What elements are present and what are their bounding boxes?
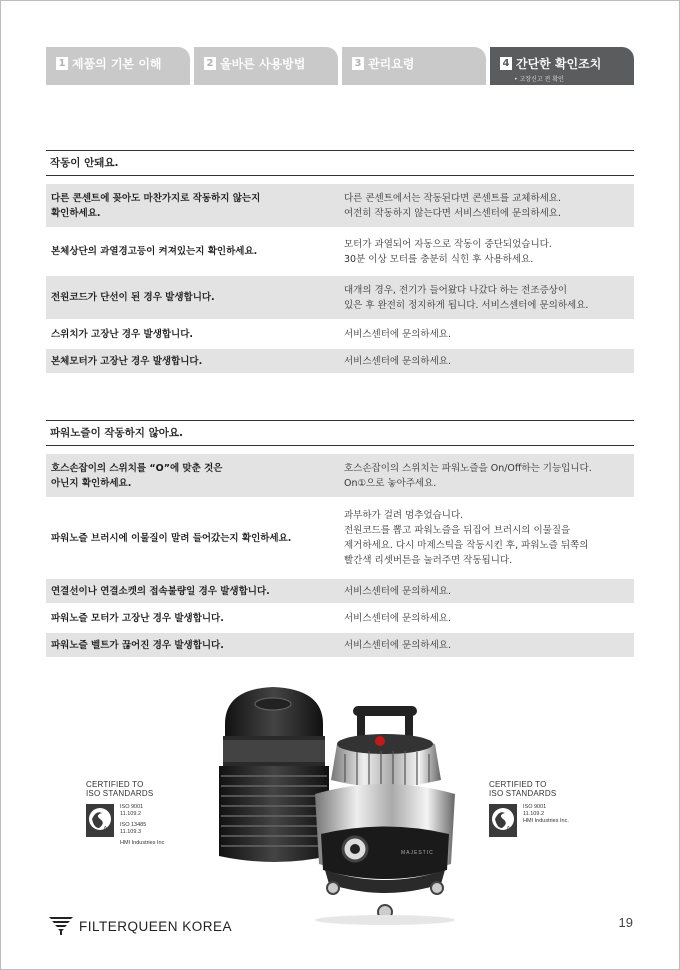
cause-cell: 스위치가 고장난 경우 발생합니다.: [51, 328, 194, 340]
tab-sublabel: • 고장신고 전 확인: [514, 76, 564, 83]
fix-cell: 다른 콘센트에서는 작동된다면 콘센트를 교체하세요. 여전히 작동하지 않는다면 서비스센터에 문의하세요.: [344, 192, 561, 219]
brand-logo: [47, 914, 247, 936]
tab-number: 4: [500, 57, 512, 70]
table-row: [46, 579, 634, 603]
tab-label: 제품의 기본 이해: [72, 57, 162, 71]
svg-text:A: A: [103, 825, 108, 833]
fix-cell: 서비스센터에 문의하세요.: [344, 639, 451, 651]
filterqueen-logo-icon: [47, 914, 75, 936]
tab-basics[interactable]: [46, 47, 190, 85]
table-row: [46, 230, 634, 273]
section-title: 파워노즐이 작동하지 않아요.: [46, 420, 634, 446]
tab-number: 3: [352, 57, 364, 70]
tab-label: 관리요령: [368, 57, 415, 71]
iso-certification-icon: [86, 804, 114, 837]
fix-cell: 서비스센터에 문의하세요.: [344, 612, 451, 624]
fix-cell: 호스손잡이의 스위치는 파워노즐을 On/Off하는 기능입니다. On①으로 놓아주세요.: [344, 462, 592, 489]
fix-cell: 과부하가 걸려 멈추었습니다. 전원코드를 뽑고 파워노즐을 뒤집어 브러시의 이물질을 제거하세요. 다시 마제스틱을 작동시킨 후, 파워노즐 뒤쪽의 빨간색 리셋버튼을 눌러주면 작동됩니다.: [344, 510, 589, 566]
cause-cell: 파워노즐 모터가 고장난 경우 발생합니다.: [51, 612, 224, 624]
svg-text:A: A: [506, 825, 511, 833]
section-title: 작동이 안돼요.: [46, 150, 634, 176]
tab-usage[interactable]: [194, 47, 338, 85]
fix-cell: 대개의 경우, 전기가 들어왔다 나갔다 하는 전조증상이 있은 후 완전히 정지하게 됩니다. 서비스센터에 문의하세요.: [344, 284, 589, 311]
cause-cell: 파워노즐 벨트가 끊어진 경우 발생합니다.: [51, 639, 224, 651]
tab-troubleshooting[interactable]: [490, 47, 634, 85]
cause-cell: 연결선이나 연결소켓의 접속불량일 경우 발생합니다.: [51, 585, 270, 597]
tab-label: 올바른 사용방법: [220, 57, 306, 71]
product-photo: [205, 684, 470, 929]
table-row: [46, 633, 634, 657]
fix-cell: 모터가 과열되어 자동으로 작동이 중단되었습니다. 30분 이상 모터를 충분히 식힌 후 사용하세요.: [344, 238, 552, 265]
cause-cell: 다른 콘센트에 꽂아도 마찬가지로 작동하지 않는지 확인하세요.: [51, 192, 261, 219]
table-row: [46, 276, 634, 319]
tab-label: 간단한 확인조치: [516, 57, 602, 71]
fix-cell: 서비스센터에 문의하세요.: [344, 355, 451, 367]
tab-number: 2: [204, 57, 216, 70]
cause-cell: 전원코드가 단선이 된 경우 발생합니다.: [51, 292, 215, 303]
cert-title: CERTIFIED TO ISO STANDARDS: [86, 780, 154, 798]
iso-cert-left: CERTIFIED TO ISO STANDARDS A ISO 9001 11.109.2 ISO 13485 11.109.3 HMI Industries Inc: [86, 780, 165, 846]
cause-cell: 호스손잡이의 스위치를 “O”에 맞춘 것은 아닌지 확인하세요.: [51, 462, 223, 489]
table-row: [46, 454, 634, 497]
vacuum-cleaner-image: [315, 706, 455, 925]
tab-maintenance[interactable]: [342, 47, 486, 85]
tab-number: 1: [56, 57, 68, 70]
table-row: [46, 322, 634, 346]
product-logo-text: MAJESTIC: [401, 850, 434, 856]
cert-title: CERTIFIED TO ISO STANDARDS: [489, 780, 557, 798]
iso-certification-icon: [489, 804, 517, 837]
section-power-nozzle: [46, 420, 634, 660]
fix-cell: 서비스센터에 문의하세요.: [344, 328, 451, 340]
cause-cell: 파워노즐 브러시에 이물질이 말려 들어갔는지 확인하세요.: [51, 532, 292, 544]
table-row: [46, 606, 634, 630]
brand-name: FILTERQUEEN KOREA: [79, 919, 233, 934]
cause-cell: 본체모터가 고장난 경우 발생합니다.: [51, 355, 203, 367]
section-not-working: [46, 150, 634, 376]
air-purifier-image: [219, 687, 329, 862]
table-row: [46, 184, 634, 227]
fix-cell: 서비스센터에 문의하세요.: [344, 585, 451, 597]
iso-cert-right: CERTIFIED TO ISO STANDARDS A ISO 9001 11.109.2 HMI Industries Inc.: [489, 780, 569, 837]
cause-cell: 본체상단의 과열경고등이 켜져있는지 확인하세요.: [51, 246, 258, 257]
table-row: [46, 500, 634, 576]
chapter-tabs: [46, 47, 634, 85]
table-row: [46, 349, 634, 373]
page-number: 19: [618, 915, 633, 930]
